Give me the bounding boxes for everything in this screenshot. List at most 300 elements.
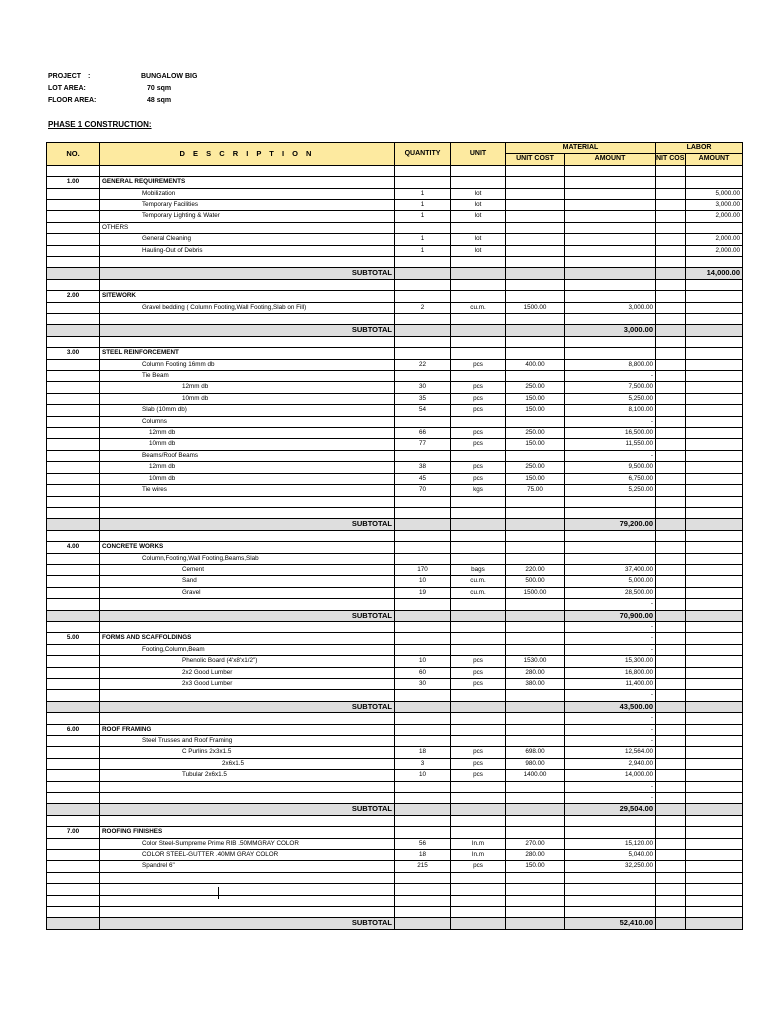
unit-cell [451, 450, 506, 461]
material-amount-cell: 2,940.00 [565, 758, 656, 769]
quantity-cell: 1 [395, 200, 451, 211]
subtotal-row [47, 268, 743, 279]
labor-amount-cell [686, 416, 743, 427]
quantity-cell [395, 633, 451, 644]
material-amount-cell [565, 314, 656, 325]
unit-cell: pcs [451, 656, 506, 667]
blank-row [47, 895, 743, 906]
material-amount-cell: 12,564.00 [565, 747, 656, 758]
row-no-cell [47, 884, 100, 895]
unit-cell [451, 530, 506, 541]
labor-amount-cell [686, 336, 743, 347]
table-row [47, 177, 743, 188]
labor-unit-cost-cell [656, 291, 686, 302]
quantity-cell [395, 644, 451, 655]
description-cell: 10mm db [100, 473, 395, 484]
quantity-cell [395, 872, 451, 883]
labor-amount-cell [686, 656, 743, 667]
row-no-cell [47, 576, 100, 587]
unit-cell [451, 781, 506, 792]
quantity-cell [395, 815, 451, 826]
row-no-cell [47, 690, 100, 701]
material-amount-cell [565, 815, 656, 826]
unit-cell [451, 907, 506, 918]
material-amount-cell: 37,400.00 [565, 564, 656, 575]
table-row [47, 621, 743, 632]
description-cell [100, 507, 395, 518]
quantity-cell [395, 222, 451, 233]
material-unit-cost-cell: 400.00 [506, 359, 565, 370]
material-unit-cost-cell [506, 291, 565, 302]
labor-unit-cost-cell [656, 314, 686, 325]
material-unit-cost-cell [506, 827, 565, 838]
unit-cell: pcs [451, 382, 506, 393]
unit-cell [451, 610, 506, 621]
table-row [47, 416, 743, 427]
labor-amount-cell [686, 599, 743, 610]
unit-cell: ln.m [451, 850, 506, 861]
table-body [47, 165, 743, 929]
material-amount-cell [565, 553, 656, 564]
table-row [47, 291, 743, 302]
unit-cell: pcs [451, 393, 506, 404]
labor-amount-cell [686, 781, 743, 792]
labor-unit-cost-cell [656, 200, 686, 211]
labor-amount-cell [686, 838, 743, 849]
unit-cell: cu.m. [451, 576, 506, 587]
row-no-cell [47, 279, 100, 290]
labor-amount-cell [686, 827, 743, 838]
quantity-cell [395, 314, 451, 325]
labor-unit-cost-cell [656, 724, 686, 735]
material-amount-cell: - [565, 793, 656, 804]
unit-cell [451, 815, 506, 826]
quantity-cell [395, 530, 451, 541]
labor-amount-cell [686, 895, 743, 906]
material-amount-cell [565, 257, 656, 268]
unit-cell [451, 827, 506, 838]
unit-cell: pcs [451, 405, 506, 416]
quantity-cell: 30 [395, 678, 451, 689]
quantity-cell: 56 [395, 838, 451, 849]
labor-unit-cost-cell [656, 587, 686, 598]
table-row [47, 382, 743, 393]
unit-cell [451, 165, 506, 176]
unit-cell [451, 872, 506, 883]
blank-row [47, 507, 743, 518]
material-unit-cost-cell [506, 188, 565, 199]
row-no-cell [47, 496, 100, 507]
quantity-cell [395, 827, 451, 838]
labor-unit-cost-cell [656, 496, 686, 507]
row-no-cell [47, 895, 100, 906]
labor-unit-cost-cell [656, 747, 686, 758]
unit-cell: pcs [451, 667, 506, 678]
row-no-cell [47, 462, 100, 473]
col-header-material-amount: AMOUNT [565, 154, 656, 165]
description-cell: 12mm db [100, 462, 395, 473]
material-unit-cost-cell: 150.00 [506, 473, 565, 484]
material-unit-cost-cell [506, 804, 565, 815]
row-no-cell [47, 815, 100, 826]
unit-cell [451, 325, 506, 336]
table-row [47, 428, 743, 439]
material-unit-cost-cell [506, 918, 565, 929]
labor-unit-cost-cell [656, 736, 686, 747]
row-no-cell [47, 211, 100, 222]
unit-cell [451, 336, 506, 347]
material-amount-cell: 16,800.00 [565, 667, 656, 678]
labor-unit-cost-cell [656, 850, 686, 861]
table-row [47, 234, 743, 245]
material-amount-cell [565, 222, 656, 233]
table-row [47, 302, 743, 313]
col-header-description: D E S C R I P T I O N [100, 143, 395, 166]
material-amount-cell: 5,040.00 [565, 850, 656, 861]
description-cell: GENERAL REQUIREMENTS [100, 177, 395, 188]
row-no-cell [47, 325, 100, 336]
description-cell [100, 872, 395, 883]
material-unit-cost-cell: 1500.00 [506, 587, 565, 598]
material-subtotal: 43,500.00 [565, 701, 656, 712]
unit-cell: pcs [451, 462, 506, 473]
table-row [47, 200, 743, 211]
labor-unit-cost-cell [656, 918, 686, 929]
row-no-cell [47, 861, 100, 872]
quantity-cell: 18 [395, 747, 451, 758]
labor-amount-cell [686, 314, 743, 325]
row-no-cell [47, 428, 100, 439]
unit-cell [451, 416, 506, 427]
labor-unit-cost-cell [656, 599, 686, 610]
quantity-cell [395, 690, 451, 701]
material-amount-cell [565, 507, 656, 518]
labor-amount-cell [686, 393, 743, 404]
labor-unit-cost-cell [656, 872, 686, 883]
description-cell: 2x3 Good Lumber [100, 678, 395, 689]
material-amount-cell: - [565, 371, 656, 382]
material-amount-cell: 15,300.00 [565, 656, 656, 667]
material-unit-cost-cell: 698.00 [506, 747, 565, 758]
description-cell [100, 336, 395, 347]
material-unit-cost-cell [506, 314, 565, 325]
labor-unit-cost-cell [656, 678, 686, 689]
row-no-cell [47, 758, 100, 769]
lot-area-value: 70 sqm [147, 85, 172, 92]
material-unit-cost-cell [506, 336, 565, 347]
material-unit-cost-cell [506, 245, 565, 256]
description-cell: General Cleaning [100, 234, 395, 245]
blank-row [47, 279, 743, 290]
material-unit-cost-cell [506, 644, 565, 655]
material-unit-cost-cell: 220.00 [506, 564, 565, 575]
phase-title: PHASE 1 CONSTRUCTION: [48, 120, 152, 129]
floor-area-value: 48 sqm [147, 97, 172, 104]
labor-amount-cell: 3,000.00 [686, 200, 743, 211]
row-no-cell: 6.00 [47, 724, 100, 735]
row-no-cell [47, 371, 100, 382]
labor-amount-cell [686, 542, 743, 553]
row-no-cell [47, 553, 100, 564]
material-unit-cost-cell: 150.00 [506, 439, 565, 450]
description-cell: Temporary Facilities [100, 200, 395, 211]
material-amount-cell [565, 211, 656, 222]
table-row [47, 348, 743, 359]
material-amount-cell: - [565, 599, 656, 610]
labor-amount-cell [686, 348, 743, 359]
unit-cell [451, 793, 506, 804]
description-cell [100, 781, 395, 792]
table-row [47, 245, 743, 256]
unit-cell [451, 496, 506, 507]
labor-amount-cell [686, 473, 743, 484]
unit-cell: kgs [451, 485, 506, 496]
row-no-cell [47, 359, 100, 370]
description-cell: CONCRETE WORKS [100, 542, 395, 553]
row-no-cell [47, 656, 100, 667]
labor-subtotal [686, 610, 743, 621]
blank-row [47, 872, 743, 883]
table-row [47, 371, 743, 382]
labor-unit-cost-cell [656, 302, 686, 313]
table-row [47, 564, 743, 575]
description-cell [100, 793, 395, 804]
labor-unit-cost-cell [656, 188, 686, 199]
material-unit-cost-cell [506, 519, 565, 530]
unit-cell: pcs [451, 359, 506, 370]
labor-subtotal [686, 918, 743, 929]
row-no-cell [47, 200, 100, 211]
description-cell: Slab (10mm db) [100, 405, 395, 416]
material-amount-cell [565, 895, 656, 906]
material-amount-cell [565, 188, 656, 199]
labor-amount-cell [686, 633, 743, 644]
row-no-cell [47, 838, 100, 849]
material-amount-cell [565, 165, 656, 176]
material-subtotal: 29,504.00 [565, 804, 656, 815]
table-row [47, 758, 743, 769]
labor-unit-cost-cell [656, 576, 686, 587]
description-cell: Columns [100, 416, 395, 427]
description-cell [100, 907, 395, 918]
description-cell: 10mm db [100, 393, 395, 404]
quantity-cell [395, 325, 451, 336]
row-no-cell [47, 473, 100, 484]
quantity-cell: 45 [395, 473, 451, 484]
labor-amount-cell [686, 861, 743, 872]
material-unit-cost-cell: 250.00 [506, 428, 565, 439]
table-row [47, 211, 743, 222]
description-cell: ROOFING FINISHES [100, 827, 395, 838]
row-no-cell: 3.00 [47, 348, 100, 359]
labor-amount-cell [686, 907, 743, 918]
table-row [47, 656, 743, 667]
row-no-cell [47, 736, 100, 747]
material-unit-cost-cell [506, 610, 565, 621]
material-amount-cell [565, 291, 656, 302]
estimate-table [46, 142, 743, 930]
description-cell [100, 257, 395, 268]
material-unit-cost-cell [506, 257, 565, 268]
labor-amount-cell [686, 621, 743, 632]
quantity-cell: 30 [395, 382, 451, 393]
labor-amount-cell [686, 302, 743, 313]
table-row [47, 667, 743, 678]
table-row [47, 713, 743, 724]
material-unit-cost-cell: 150.00 [506, 393, 565, 404]
subtotal-label: SUBTOTAL [100, 268, 395, 279]
description-cell: STEEL REINFORCEMENT [100, 348, 395, 359]
row-no-cell [47, 793, 100, 804]
description-cell: C Purlins 2x3x1.5 [100, 747, 395, 758]
blank-row [47, 815, 743, 826]
quantity-cell [395, 496, 451, 507]
labor-amount-cell [686, 496, 743, 507]
labor-unit-cost-cell [656, 542, 686, 553]
labor-unit-cost-cell [656, 268, 686, 279]
row-no-cell [47, 165, 100, 176]
material-amount-cell: - [565, 621, 656, 632]
description-cell: COLOR STEEL-GUTTER .40MM GRAY COLOR [100, 850, 395, 861]
material-subtotal [565, 268, 656, 279]
labor-unit-cost-cell [656, 257, 686, 268]
table-row [47, 450, 743, 461]
unit-cell: lot [451, 245, 506, 256]
description-cell: 12mm db [100, 428, 395, 439]
material-unit-cost-cell [506, 781, 565, 792]
project-label: PROJECT [48, 73, 82, 80]
labor-amount-cell [686, 713, 743, 724]
description-cell: Phenolic Board (4'x8'x1/2") [100, 656, 395, 667]
labor-unit-cost-cell [656, 644, 686, 655]
table-row [47, 393, 743, 404]
material-unit-cost-cell: 1500.00 [506, 302, 565, 313]
row-no-cell [47, 382, 100, 393]
description-cell: 2x2 Good Lumber [100, 667, 395, 678]
material-amount-cell: 9,500.00 [565, 462, 656, 473]
col-header-material: MATERIAL [506, 143, 656, 154]
row-no-cell [47, 519, 100, 530]
unit-cell [451, 895, 506, 906]
material-unit-cost-cell [506, 815, 565, 826]
material-unit-cost-cell: 1530.00 [506, 656, 565, 667]
labor-unit-cost-cell [656, 382, 686, 393]
labor-unit-cost-cell [656, 793, 686, 804]
unit-cell [451, 348, 506, 359]
table-row [47, 724, 743, 735]
labor-unit-cost-cell [656, 895, 686, 906]
row-no-cell [47, 701, 100, 712]
table-row [47, 850, 743, 861]
labor-unit-cost-cell [656, 450, 686, 461]
material-amount-cell [565, 177, 656, 188]
unit-cell [451, 371, 506, 382]
quantity-cell [395, 416, 451, 427]
labor-amount-cell [686, 530, 743, 541]
material-unit-cost-cell: 250.00 [506, 462, 565, 473]
labor-unit-cost-cell [656, 907, 686, 918]
labor-unit-cost-cell [656, 610, 686, 621]
description-cell [100, 895, 395, 906]
labor-unit-cost-cell [656, 416, 686, 427]
quantity-cell [395, 268, 451, 279]
material-unit-cost-cell [506, 507, 565, 518]
subtotal-label: SUBTOTAL [100, 519, 395, 530]
quantity-cell: 10 [395, 656, 451, 667]
material-amount-cell: 11,400.00 [565, 678, 656, 689]
quantity-cell: 170 [395, 564, 451, 575]
labor-unit-cost-cell [656, 234, 686, 245]
table-row [47, 485, 743, 496]
row-no-cell [47, 804, 100, 815]
material-unit-cost-cell [506, 279, 565, 290]
material-amount-cell: 5,000.00 [565, 576, 656, 587]
material-amount-cell [565, 542, 656, 553]
quantity-cell: 54 [395, 405, 451, 416]
quantity-cell [395, 736, 451, 747]
row-no-cell [47, 257, 100, 268]
labor-unit-cost-cell [656, 861, 686, 872]
row-no-cell [47, 234, 100, 245]
description-cell: 10mm db [100, 439, 395, 450]
description-cell: Footing,Column,Beam [100, 644, 395, 655]
unit-cell: pcs [451, 770, 506, 781]
labor-unit-cost-cell [656, 701, 686, 712]
table-row [47, 861, 743, 872]
row-no-cell [47, 621, 100, 632]
unit-cell: pcs [451, 473, 506, 484]
col-header-labor: LABOR [656, 143, 743, 154]
material-amount-cell [565, 279, 656, 290]
table-row [47, 222, 743, 233]
material-unit-cost-cell [506, 348, 565, 359]
material-amount-cell: - [565, 724, 656, 735]
quantity-cell: 19 [395, 587, 451, 598]
unit-cell: lot [451, 234, 506, 245]
labor-amount-cell [686, 850, 743, 861]
material-subtotal: 3,000.00 [565, 325, 656, 336]
description-cell: Tie Beam [100, 371, 395, 382]
blank-row [47, 884, 743, 895]
unit-cell [451, 291, 506, 302]
row-no-cell [47, 405, 100, 416]
row-no-cell [47, 314, 100, 325]
labor-amount-cell [686, 222, 743, 233]
material-amount-cell [565, 336, 656, 347]
material-unit-cost-cell: 270.00 [506, 838, 565, 849]
table-row [47, 599, 743, 610]
labor-amount-cell [686, 644, 743, 655]
description-cell [100, 279, 395, 290]
material-unit-cost-cell [506, 907, 565, 918]
labor-subtotal [686, 701, 743, 712]
subtotal-label: SUBTOTAL [100, 918, 395, 929]
labor-subtotal [686, 804, 743, 815]
table-row [47, 587, 743, 598]
row-no-cell [47, 393, 100, 404]
labor-amount-cell [686, 884, 743, 895]
labor-unit-cost-cell [656, 177, 686, 188]
row-no-cell [47, 439, 100, 450]
material-amount-cell: - [565, 633, 656, 644]
col-header-labor-amount: AMOUNT [686, 154, 743, 165]
quantity-cell [395, 291, 451, 302]
labor-unit-cost-cell [656, 564, 686, 575]
labor-amount-cell: 2,000.00 [686, 245, 743, 256]
unit-cell [451, 177, 506, 188]
unit-cell: pcs [451, 428, 506, 439]
quantity-cell [395, 895, 451, 906]
